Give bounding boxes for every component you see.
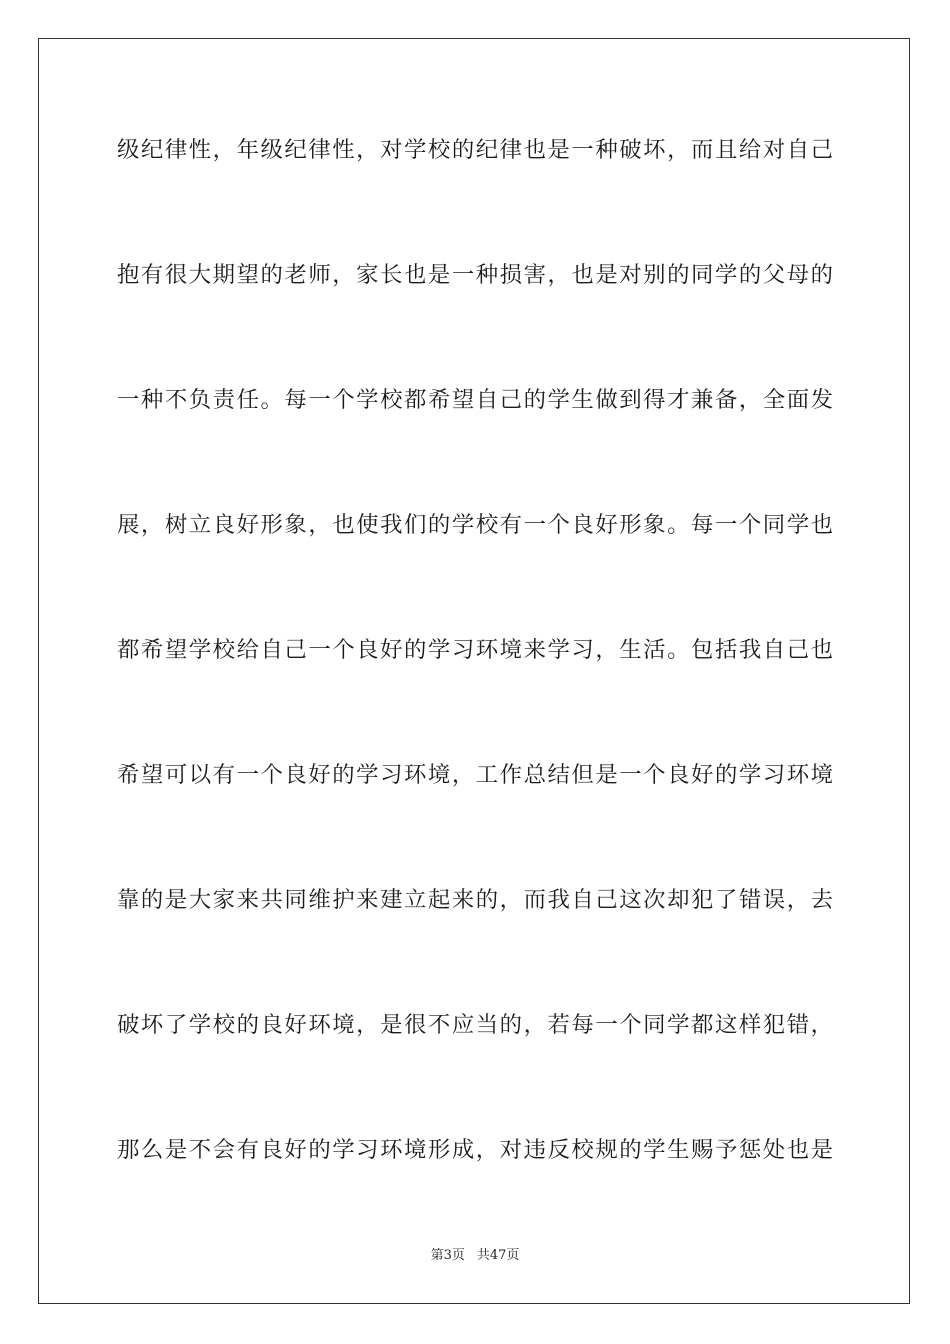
text-line: 展，树立良好形象，也使我们的学校有一个良好形象。每一个同学也 — [117, 512, 833, 538]
text-line: 那么是不会有良好的学习环境形成，对违反校规的学生赐予惩处也是 — [117, 1137, 833, 1163]
page-number: 第3页 — [430, 1248, 465, 1263]
page-total: 共47页 — [476, 1248, 520, 1263]
text-line: 靠的是大家来共同维护来建立起来的，而我自己这次却犯了错误，去 — [117, 887, 833, 913]
text-line: 级纪律性，年级纪律性，对学校的纪律也是一种破坏，而且给对自己 — [117, 137, 833, 163]
page-footer — [0, 1247, 950, 1265]
text-line: 破坏了学校的良好环境，是很不应当的，若每一个同学都这样犯错， — [117, 1012, 833, 1038]
text-line: 都希望学校给自己一个良好的学习环境来学习，生活。包括我自己也 — [117, 637, 833, 663]
document-body — [117, 130, 833, 1255]
text-line: 希望可以有一个良好的学习环境，工作总结但是一个良好的学习环境 — [117, 762, 833, 788]
text-line: 一种不负责任。每一个学校都希望自己的学生做到得才兼备，全面发 — [117, 387, 833, 413]
text-line: 抱有很大期望的老师，家长也是一种损害，也是对别的同学的父母的 — [117, 262, 833, 288]
